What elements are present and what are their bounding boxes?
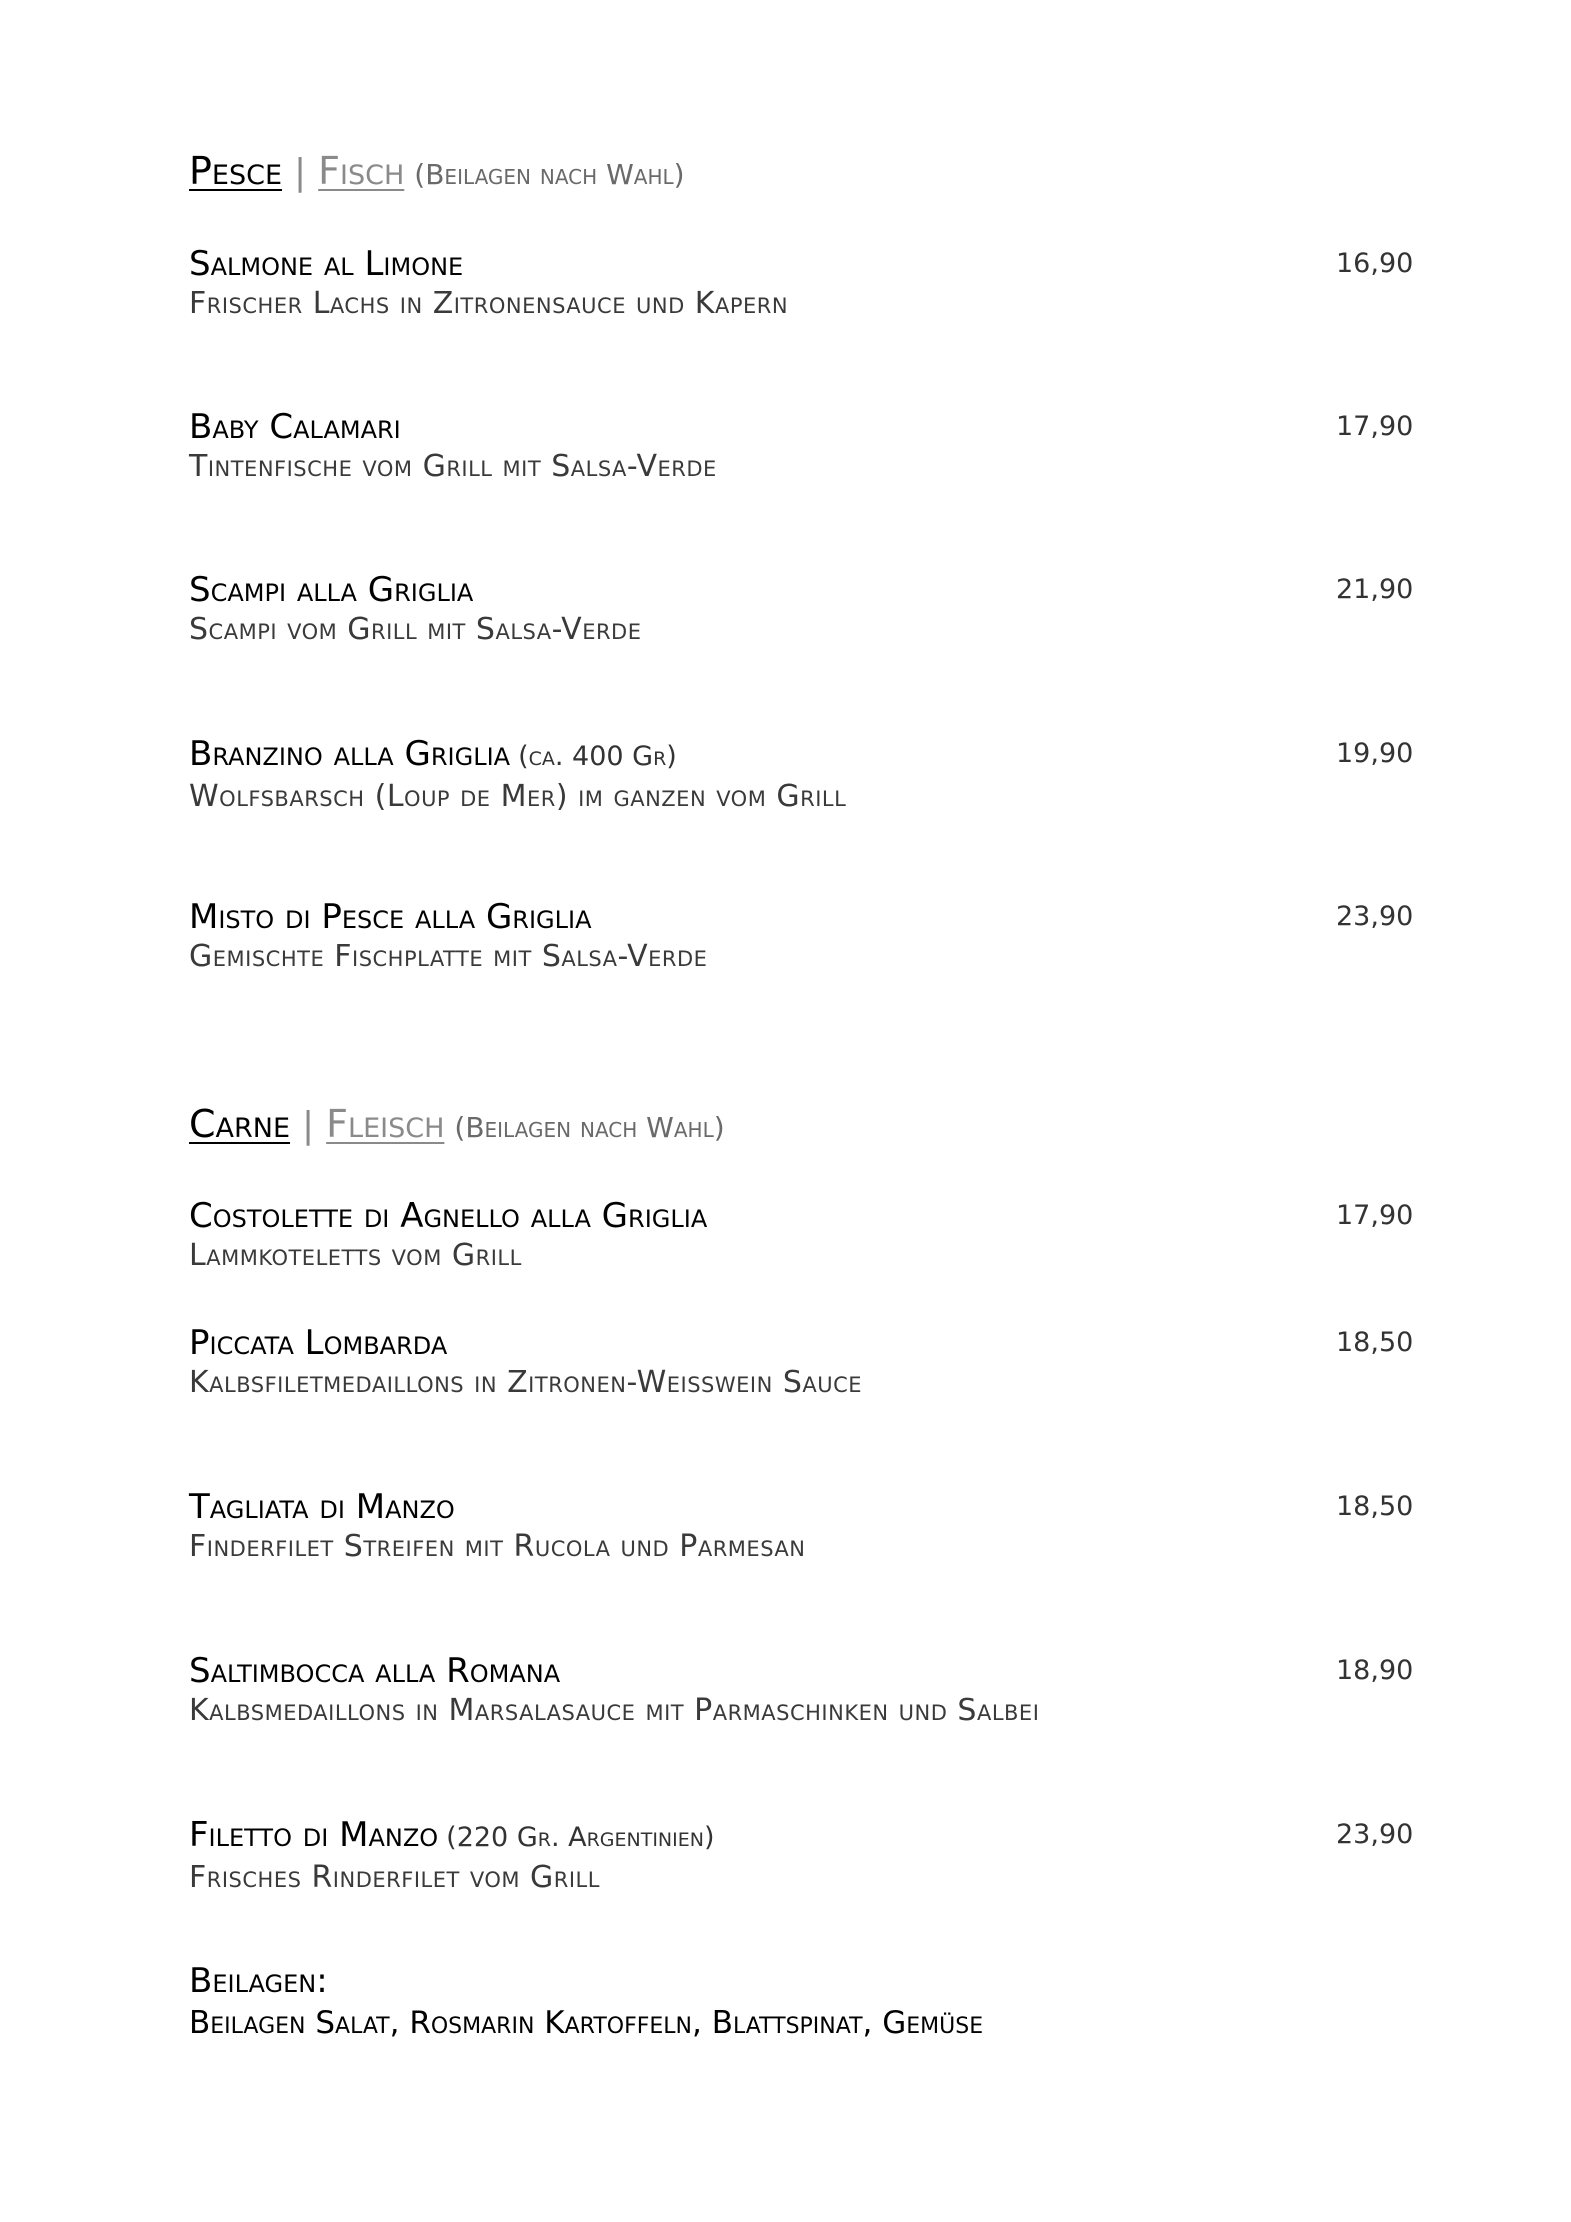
dish-item bbox=[189, 407, 1414, 487]
dish-price: 17,90 bbox=[1336, 411, 1414, 442]
dish-price: 18,50 bbox=[1336, 1491, 1414, 1522]
dish-description: Wolfsbarsch (Loup de Mer) im ganzen vom Grill bbox=[189, 779, 847, 814]
dish-description: Finderfilet Streifen mit Rucola und Parmesan bbox=[189, 1529, 806, 1564]
sides-title: Beilagen: bbox=[189, 1961, 328, 2001]
dish-name bbox=[189, 1651, 1409, 1691]
section-title-de: Fleisch bbox=[326, 1102, 445, 1146]
dish-name-text: Scampi alla Griglia bbox=[189, 570, 474, 610]
dish-item bbox=[189, 1323, 1414, 1403]
dish-name bbox=[189, 244, 1409, 284]
dish-description: Kalbsmedaillons in Marsalasauce mit Parmaschinken und Salbei bbox=[189, 1693, 1040, 1728]
dish-price: 23,90 bbox=[1336, 901, 1414, 932]
dish-description: Gemischte Fischplatte mit Salsa-Verde bbox=[189, 939, 708, 974]
section-heading-pesce bbox=[189, 149, 685, 193]
dish-name bbox=[189, 1815, 1409, 1858]
dish-description: Scampi vom Grill mit Salsa-Verde bbox=[189, 612, 642, 647]
dish-name bbox=[189, 897, 1409, 937]
dish-price: 18,50 bbox=[1336, 1327, 1414, 1358]
section-separator: | bbox=[294, 152, 307, 193]
dish-description: Frisches Rinderfilet vom Grill bbox=[189, 1860, 600, 1895]
dish-name-text: Salmone al Limone bbox=[189, 244, 464, 284]
dish-name bbox=[189, 734, 1409, 777]
section-title-it: Pesce bbox=[189, 149, 283, 193]
section-note: (Beilagen nach Wahl) bbox=[414, 158, 685, 191]
dish-extra: (ca. 400 Gr) bbox=[518, 741, 677, 772]
dish-item bbox=[189, 1487, 1414, 1567]
dish-price: 16,90 bbox=[1336, 248, 1414, 279]
dish-description: Tintenfische vom Grill mit Salsa-Verde bbox=[189, 449, 717, 484]
dish-description: Lammkoteletts vom Grill bbox=[189, 1238, 522, 1273]
dish-price: 23,90 bbox=[1336, 1819, 1414, 1850]
dish-name-text: Misto di Pesce alla Griglia bbox=[189, 897, 592, 937]
dish-price: 18,90 bbox=[1336, 1655, 1414, 1686]
dish-item bbox=[189, 244, 1414, 324]
section-title-it: Carne bbox=[189, 1102, 291, 1146]
section-separator: | bbox=[302, 1105, 315, 1146]
section-note: (Beilagen nach Wahl) bbox=[454, 1111, 725, 1144]
dish-name bbox=[189, 407, 1409, 447]
dish-name bbox=[189, 570, 1409, 610]
dish-name-text: Tagliata di Manzo bbox=[189, 1487, 455, 1527]
dish-name-text: Branzino alla Griglia bbox=[189, 734, 511, 774]
dish-item bbox=[189, 734, 1414, 817]
dish-description: Frischer Lachs in Zitronensauce und Kapern bbox=[189, 286, 789, 321]
dish-price: 17,90 bbox=[1336, 1200, 1414, 1231]
section-title-de: Fisch bbox=[318, 149, 405, 193]
dish-name-text: Costolette di Agnello alla Griglia bbox=[189, 1196, 708, 1236]
dish-price: 21,90 bbox=[1336, 574, 1414, 605]
dish-item bbox=[189, 1196, 1414, 1276]
dish-item bbox=[189, 1815, 1414, 1898]
dish-name bbox=[189, 1323, 1409, 1363]
sides-list: Beilagen Salat, Rosmarin Kartoffeln, Blattspinat, Gemüse bbox=[189, 2005, 984, 2041]
dish-item bbox=[189, 897, 1414, 977]
dish-name-text: Piccata Lombarda bbox=[189, 1323, 448, 1363]
dish-name-text: Saltimbocca alla Romana bbox=[189, 1651, 561, 1691]
section-heading-carne bbox=[189, 1102, 725, 1146]
dish-name bbox=[189, 1196, 1409, 1236]
dish-item bbox=[189, 1651, 1414, 1731]
sides-block bbox=[189, 1960, 983, 2044]
dish-item bbox=[189, 570, 1414, 650]
dish-description: Kalbsfiletmedaillons in Zitronen-Weisswein Sauce bbox=[189, 1365, 863, 1400]
dish-name-text: Baby Calamari bbox=[189, 407, 401, 447]
dish-name-text: Filetto di Manzo bbox=[189, 1815, 439, 1855]
dish-price: 19,90 bbox=[1336, 738, 1414, 769]
dish-name bbox=[189, 1487, 1409, 1527]
dish-extra: (220 Gr. Argentinien) bbox=[446, 1822, 715, 1853]
